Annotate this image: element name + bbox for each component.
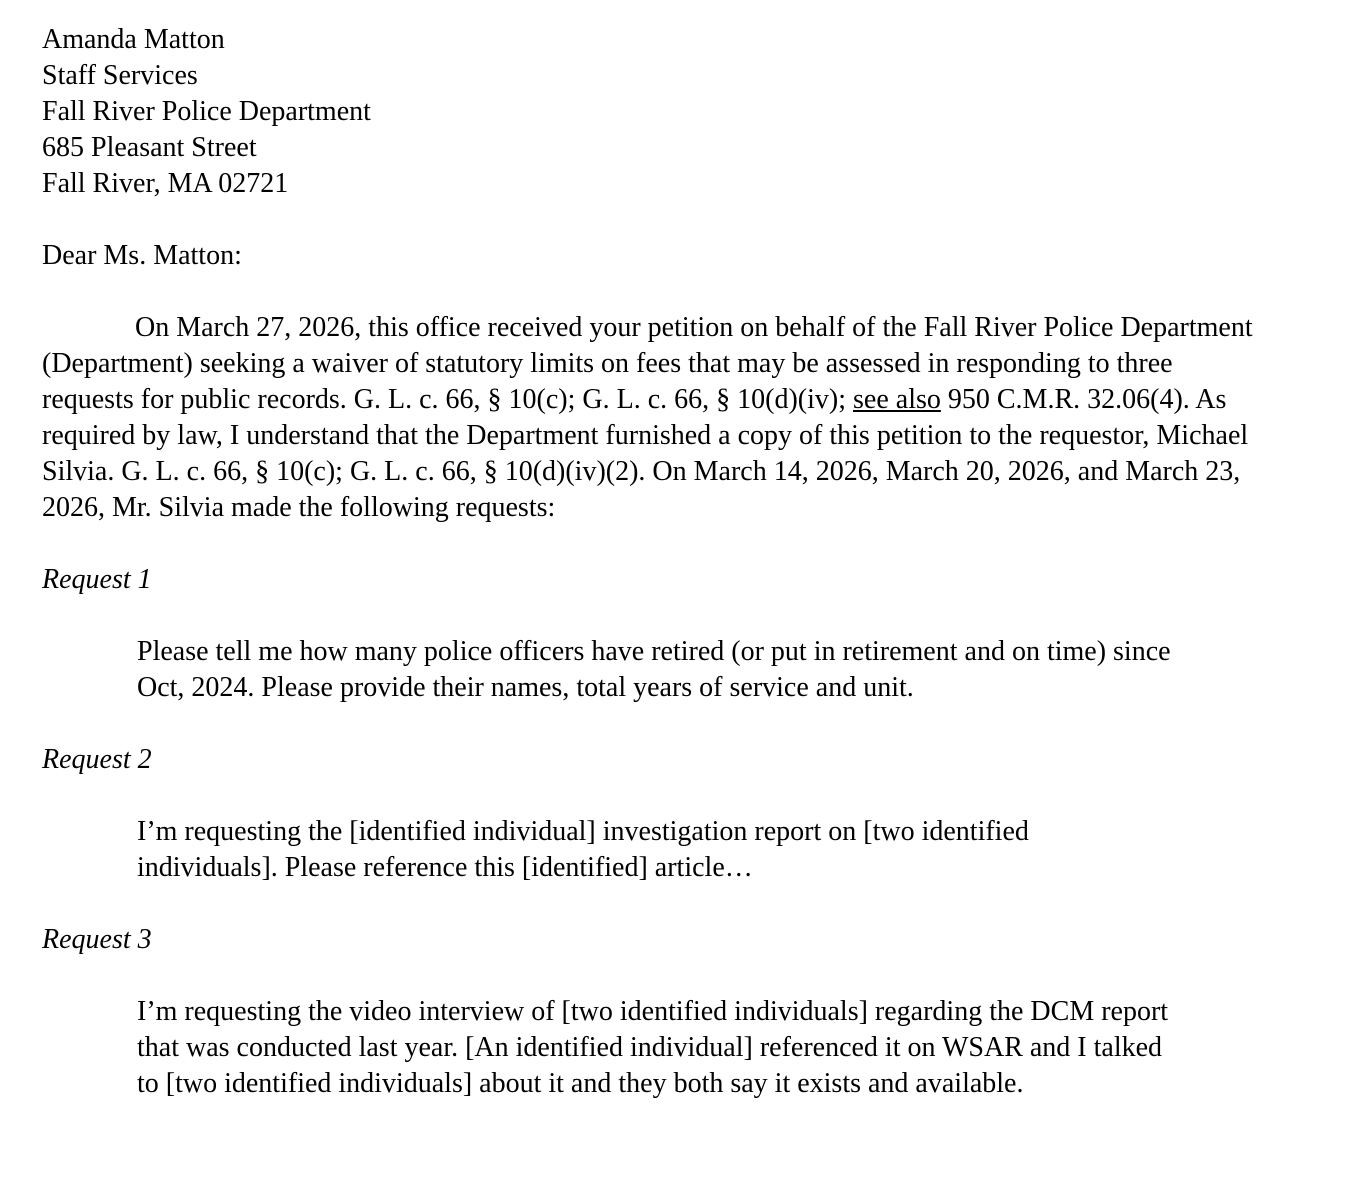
request-section-3 (42, 922, 1262, 1102)
request-2-body: I’m requesting the [identified individual] investigation report on [two identified individuals]. Please reference this [identified] article… (137, 816, 1029, 883)
request-3-body: I’m requesting the video interview of [two identified individuals] regarding the DCM report that was conducted last year. [An identified individual] referenced it on WSAR and I talked to [two identified individuals] about it and they both say it exists and available. (137, 996, 1169, 1099)
opening-paragraph-text-after: 950 C.M.R. 32.06(4). As required by law, I understand that the Department furnished a copy of this petition to the requestor, Michael Silvia. G. L. c. 66, § 10(c); G. L. c. 66, § 10(d)(iv)(2). On March 14, 2026, March 20, 2026, and March 23, 2026, Mr. Silvia made the following requests: (42, 384, 1249, 523)
recipient-city-state-zip: Fall River, MA 02721 (42, 168, 289, 199)
salutation: Dear Ms. Matton: (42, 240, 242, 271)
recipient-name: Amanda Matton (42, 24, 225, 55)
recipient-organization: Fall River Police Department (42, 96, 371, 127)
recipient-street: 685 Pleasant Street (42, 132, 257, 163)
recipient-title: Staff Services (42, 60, 198, 91)
citation-see-also: see also (853, 384, 941, 415)
request-section-1 (42, 562, 1262, 706)
request-1-body: Please tell me how many police officers have retired (or put in retirement and on time) since Oct, 2024. Please provide their names, total years of service and unit. (137, 636, 1171, 703)
request-2-heading: Request 2 (42, 744, 152, 775)
recipient-block (42, 22, 1262, 202)
opening-paragraph (42, 310, 1262, 526)
request-3-heading: Request 3 (42, 924, 152, 955)
opening-paragraph-text-before: On March 27, 2026, this office received your petition on behalf of the Fall River Police Department (Department) seeking a waiver of statutory limits on fees that may be assessed in responding to three requests for public records. G. L. c. 66, § 10(c); G. L. c. 66, § 10(d)(iv); (42, 312, 1253, 415)
request-section-2 (42, 742, 1262, 886)
request-1-heading: Request 1 (42, 564, 152, 595)
